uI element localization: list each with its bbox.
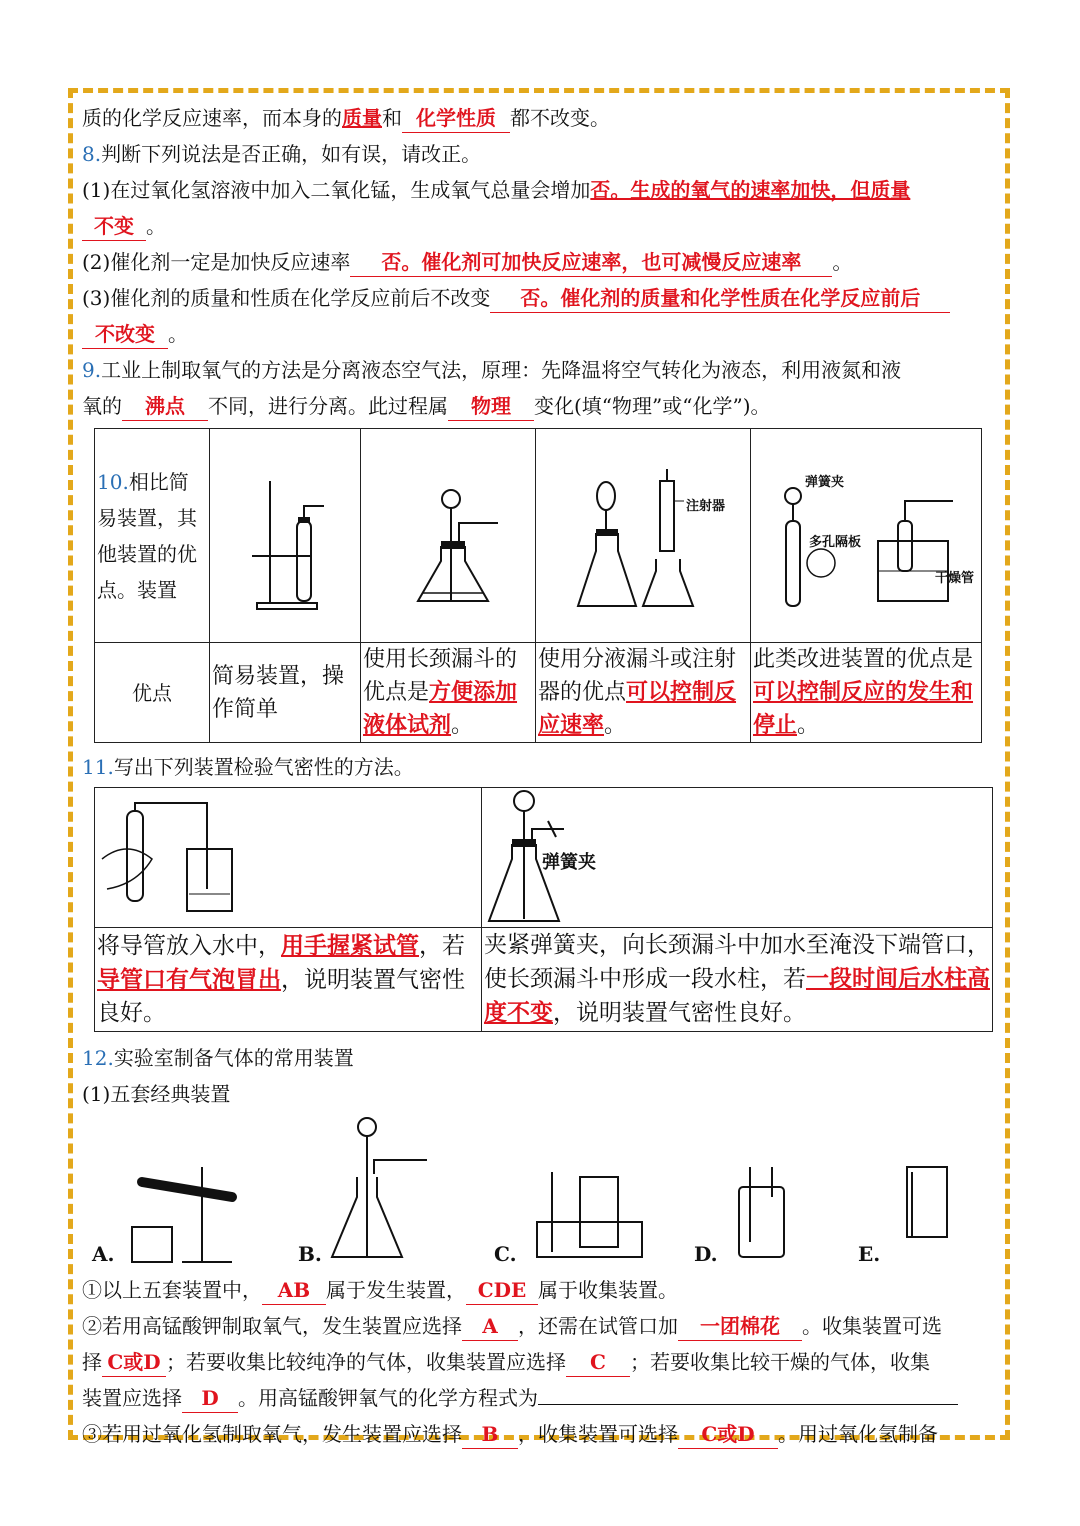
separatory-funnel-syringe-cell <box>536 429 751 643</box>
question-11: 11.写出下列装置检验气密性的方法。 <box>82 755 414 779</box>
q8-item-2: (2)催化剂一定是加快反应速率 否。催化剂可加快反应速率，也可减慢反应速率 。 <box>82 244 997 280</box>
q12-s4: 装置应选择 D 。用高锰酸钾氧气的化学方程式为 <box>82 1380 997 1416</box>
long-neck-funnel-flask-icon <box>363 461 533 611</box>
label-b: B. <box>298 1242 322 1266</box>
question-9-cont: 氧的 沸点 不同，进行分离。此过程属 物理 变化(填“物理”或“化学”)。 <box>82 388 997 424</box>
long-funnel-apparatus-cell <box>361 429 536 643</box>
advantage-simple: 简易装置，操作简单 <box>210 643 361 743</box>
advantage-improved: 此类改进装置的优点是可以控制反应的发生和停止。 <box>751 643 982 743</box>
improved-apparatus-cell <box>751 429 982 643</box>
five-apparatus-figure <box>82 1112 997 1272</box>
label-a: A. <box>92 1242 115 1266</box>
line-1: 质的化学反应速率，而本身的质量和 化学性质 都不改变。 <box>82 100 997 136</box>
table-q10 <box>94 428 982 743</box>
q10-header-cell: 10.相比简易装置，其他装置的优点。装置 <box>95 429 210 643</box>
q8-item-3-cont: 不改变 。 <box>82 316 997 352</box>
q12-sub: (1)五套经典装置 <box>82 1082 231 1106</box>
porous-plate-label: 多孔隔板 <box>809 534 862 550</box>
q11-right-figure <box>482 788 993 928</box>
spring-clip-label: 弹簧夹 <box>805 474 845 490</box>
q8-item-3: (3)催化剂的质量和性质在化学反应前后不改变 否。催化剂的质量和化学性质在化学反应前后 <box>82 280 997 316</box>
q11-right-answer: 夹紧弹簧夹，向长颈漏斗中加水至淹没下端管口，使长颈漏斗中形成一段水柱，若一段时间后水柱高度不变，说明装置气密性良好。 <box>482 928 993 1032</box>
table-q11 <box>94 787 993 1032</box>
drying-tube-label: 干燥管 <box>935 570 975 586</box>
q11-clip-label: 弹簧夹 <box>542 851 596 873</box>
syringe-label: 注射器 <box>686 498 726 514</box>
question-12: 12.实验室制备气体的常用装置 <box>82 1046 354 1070</box>
label-c: C. <box>494 1242 517 1266</box>
label-d: D. <box>694 1242 718 1266</box>
label-e: E. <box>858 1242 881 1266</box>
test-tube-in-hand-icon <box>97 789 479 927</box>
advantage-long-funnel: 使用长颈漏斗的优点是方便添加液体试剂。 <box>361 643 536 743</box>
q12-s5: ③若用过氧化氢制取氧气，发生装置应选择 B ，收集装置可选择 C或D 。用过氧化氢制备 <box>82 1416 997 1452</box>
worksheet-content <box>82 100 997 1452</box>
simple-apparatus-icon <box>212 461 358 611</box>
q8-item-1-cont: 不变 。 <box>82 208 997 244</box>
advantage-separatory: 使用分液漏斗或注射器的优点可以控制反应速率。 <box>536 643 751 743</box>
q12-s3: 择 C或D ；若要收集比较纯净的气体，收集装置应选择 C ；若要收集比较干燥的气体，收集 <box>82 1344 997 1380</box>
q12-s1: ①以上五套装置中， AB 属于发生装置， CDE 属于收集装置。 <box>82 1272 997 1308</box>
q12-s2: ②若用高锰酸钾制取氧气，发生装置应选择 A ，还需在试管口加 一团棉花 。收集装置可选 <box>82 1308 997 1344</box>
separatory-funnel-syringe-icon <box>538 461 748 611</box>
q11-left-figure <box>95 788 482 928</box>
q11-left-answer: 将导管放入水中，用手握紧试管，若导管口有气泡冒出，说明装置气密性良好。 <box>95 928 482 1032</box>
q8-item-1: (1)在过氧化氢溶液中加入二氧化锰，生成氧气总量会增加否。生成的氧气的速率加快，但质量 <box>82 178 911 202</box>
question-9: 9.工业上制取氧气的方法是分离液态空气法，原理：先降温将空气转化为液态，利用液氮和液 <box>82 358 902 382</box>
advantage-row-label: 优点 <box>95 643 210 743</box>
simple-apparatus-cell <box>210 429 361 643</box>
question-8: 8.判断下列说法是否正确，如有误，请改正。 <box>82 142 482 166</box>
